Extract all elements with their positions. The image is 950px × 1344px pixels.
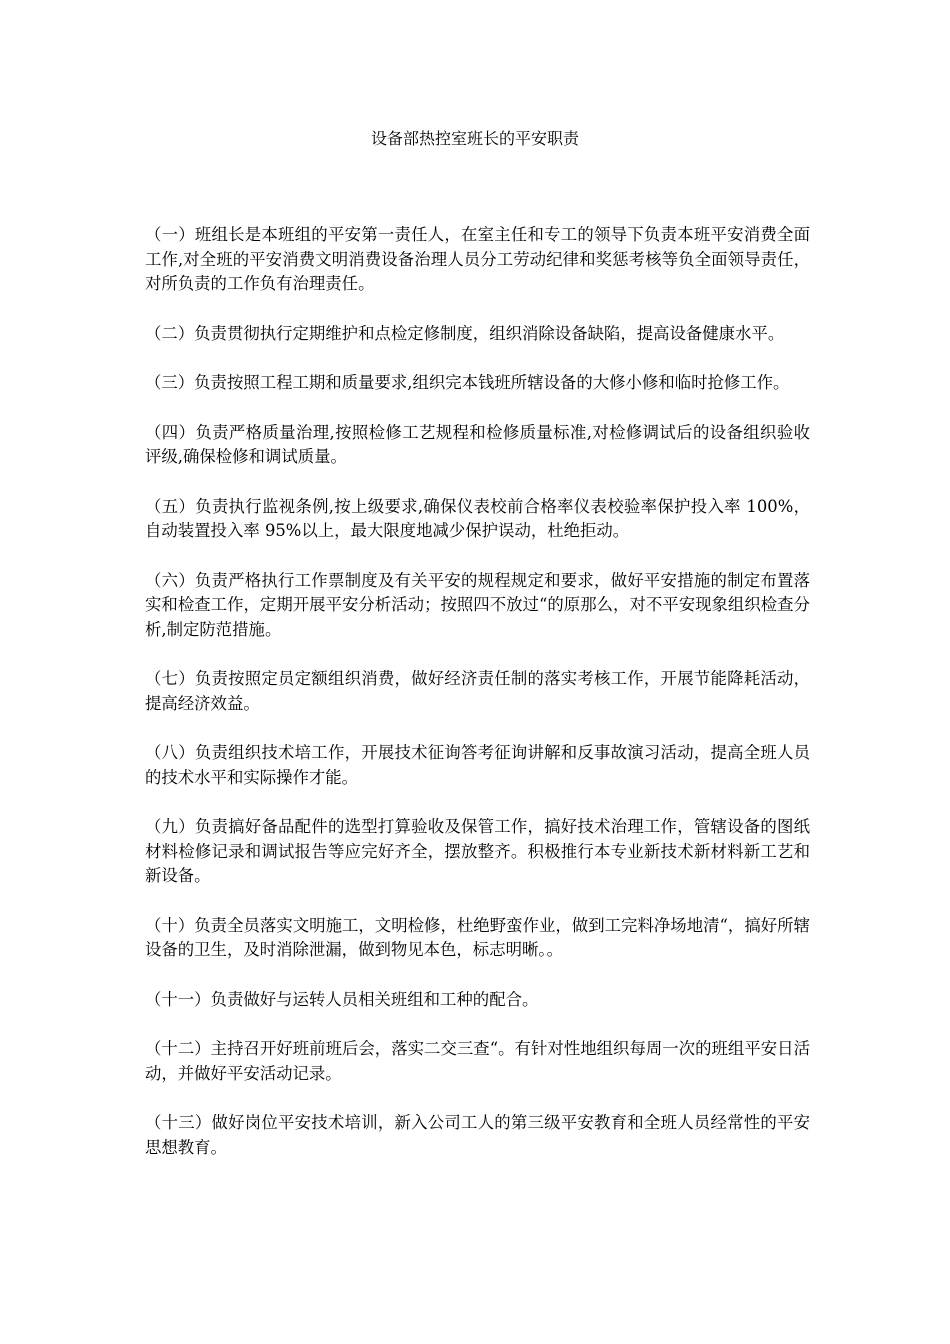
- paragraph-8: （八）负责组织技术培工作，开展技术征询答考征询讲解和反事故演习活动，提高全班人员的技术水平和实际操作才能。: [145, 743, 810, 787]
- paragraph-5: （五）负责执行监视条例,按上级要求,确保仪表校前合格率仪表校验率保护投入率 100%，自动装置投入率 95%以上，最大限度地减少保护误动，杜绝拒动。: [145, 496, 810, 540]
- document-body: [145, 223, 810, 1185]
- paragraph-1: （一）班组长是本班组的平安第一责任人，在室主任和专工的领导下负责本班平安消费全面工作,对全班的平安消费文明消费设备治理人员分工劳动纪律和奖惩考核等负全面领导责任，对所负责的工作负有治理责任。: [145, 225, 810, 293]
- paragraph-7: （七）负责按照定员定额组织消费，做好经济责任制的落实考核工作，开展节能降耗活动，提高经济效益。: [145, 669, 810, 713]
- paragraph-4: （四）负责严格质量治理,按照检修工艺规程和检修质量标准,对检修调试后的设备组织验收评级,确保检修和调试质量。: [145, 422, 810, 466]
- paragraph-9: （九）负责搞好备品配件的选型打算验收及保管工作，搞好技术治理工作，管辖设备的图纸材料检修记录和调试报告等应完好齐全，摆放整齐。积极推行本专业新技术新材料新工艺和新设备。: [145, 817, 810, 885]
- paragraph-6: （六）负责严格执行工作票制度及有关平安的规程规定和要求，做好平安措施的制定布置落实和检查工作，定期开展平安分析活动；按照四不放过“的原那么，对不平安现象组织检查分析,制定防范措施。: [145, 570, 810, 639]
- paragraph-10: （十）负责全员落实文明施工，文明检修，杜绝野蛮作业，做到工完料净场地清“，搞好所辖设备的卫生，及时消除泄漏，做到物见本色，标志明晰。。: [145, 915, 810, 959]
- paragraph-12: （十二）主持召开好班前班后会，落实二交三查“。有针对性地组织每周一次的班组平安日活动，并做好平安活动记录。: [145, 1039, 810, 1083]
- paragraph-2: （二）负责贯彻执行定期维护和点检定修制度，组织消除设备缺陷，提高设备健康水平。: [145, 323, 785, 343]
- document-title: 设备部热控室班长的平安职责: [370, 129, 579, 148]
- paragraph-13: （十三）做好岗位平安技术培训，新入公司工人的第三级平安教育和全班人员经常性的平安思想教育。: [145, 1113, 810, 1157]
- paragraph-3: （三）负责按照工程工期和质量要求,组织完本钱班所辖设备的大修小修和临时抢修工作。: [145, 373, 790, 392]
- paragraph-11: （十一）负责做好与运转人员相关班组和工种的配合。: [145, 989, 539, 1009]
